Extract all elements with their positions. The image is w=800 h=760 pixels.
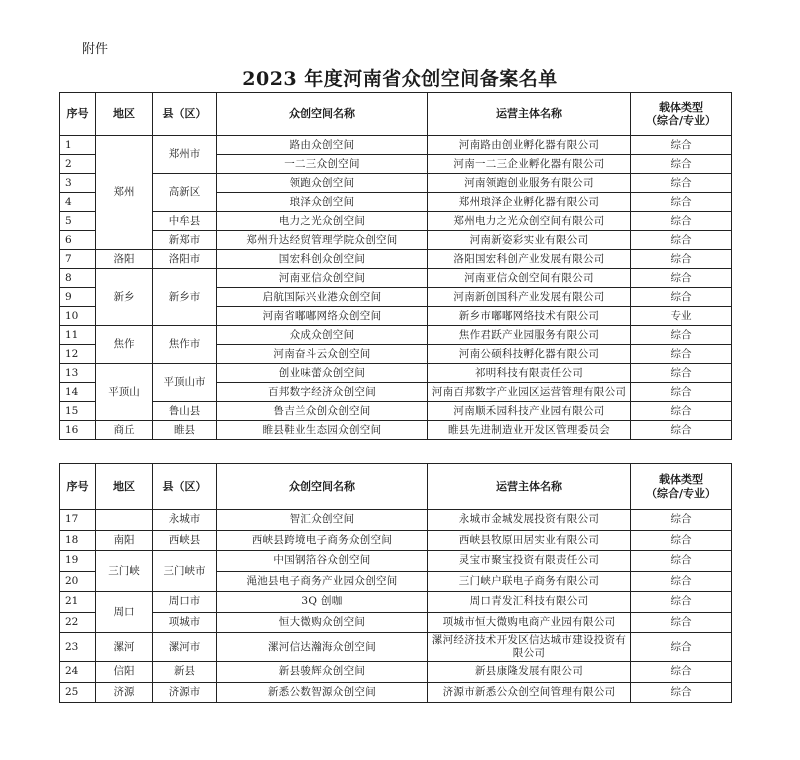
header-carrier-type-line2: （综合/专业） [645,114,717,127]
cell-seq: 18 [60,530,96,551]
cell-space-name: 西峡县跨境电子商务众创空间 [217,530,428,551]
registry-table-1 [59,92,732,440]
cell-space-name: 启航国际兴业港众创空间 [217,288,428,307]
cell-operator: 新乡市嘟嘟网络技术有限公司 [428,307,631,326]
cell-operator: 河南百邦数字产业园区运营管理有限公司 [428,383,631,402]
table-row [60,174,732,193]
cell-region: 商丘 [96,421,153,440]
cell-operator: 河南亚信众创空间有限公司 [428,269,631,288]
cell-operator: 西峡县牧原田居实业有限公司 [428,530,631,551]
cell-seq: 4 [60,193,96,212]
table-row [60,212,732,231]
cell-county: 济源市 [153,682,217,703]
cell-seq: 15 [60,402,96,421]
cell-seq: 14 [60,383,96,402]
cell-region: 周口 [96,592,153,633]
table-row [60,612,732,633]
cell-space-name: 新县骏辉众创空间 [217,662,428,683]
table-row [60,530,732,551]
cell-region: 南阳 [96,530,153,551]
cell-seq: 12 [60,345,96,364]
cell-operator: 漯河经济技术开发区信达城市建设投资有限公司 [428,633,631,662]
cell-county: 永城市 [153,510,217,531]
cell-operator: 周口青发汇科技有限公司 [428,592,631,613]
cell-space-name: 恒大微购众创空间 [217,612,428,633]
cell-seq: 23 [60,633,96,662]
cell-seq: 8 [60,269,96,288]
cell-operator: 河南路由创业孵化器有限公司 [428,136,631,155]
table-row [60,592,732,613]
cell-space-name: 百邦数字经济众创空间 [217,383,428,402]
cell-carrier-type: 综合 [631,510,732,531]
cell-carrier-type: 综合 [631,402,732,421]
cell-space-name: 路由众创空间 [217,136,428,155]
cell-space-name: 漯河信达瀚海众创空间 [217,633,428,662]
cell-carrier-type: 综合 [631,682,732,703]
table-row [60,421,732,440]
cell-operator: 睢县先进制造业开发区管理委员会 [428,421,631,440]
cell-operator: 河南公硕科技孵化器有限公司 [428,345,631,364]
cell-seq: 13 [60,364,96,383]
table-row [60,662,732,683]
table-row [60,551,732,572]
cell-county: 新郑市 [153,231,217,250]
cell-county: 郑州市 [153,136,217,174]
cell-region: 郑州 [96,136,153,250]
cell-carrier-type: 综合 [631,155,732,174]
cell-operator: 郑州电力之光众创空间有限公司 [428,212,631,231]
cell-operator: 河南领跑创业服务有限公司 [428,174,631,193]
cell-seq: 11 [60,326,96,345]
cell-seq: 22 [60,612,96,633]
cell-operator: 济源市新悉公众创空间管理有限公司 [428,682,631,703]
cell-region: 漯河 [96,633,153,662]
header-region: 地区 [96,93,153,136]
cell-carrier-type: 综合 [631,421,732,440]
table-row [60,633,732,662]
table-row [60,136,732,155]
cell-seq: 1 [60,136,96,155]
cell-county: 新乡市 [153,269,217,326]
cell-region: 济源 [96,682,153,703]
cell-seq: 3 [60,174,96,193]
cell-seq: 24 [60,662,96,683]
cell-seq: 10 [60,307,96,326]
cell-county: 周口市 [153,592,217,613]
cell-operator: 河南顺禾园科技产业园有限公司 [428,402,631,421]
table-row [60,402,732,421]
cell-operator: 祁明科技有限责任公司 [428,364,631,383]
cell-carrier-type: 综合 [631,345,732,364]
cell-seq: 21 [60,592,96,613]
cell-seq: 19 [60,551,96,572]
table-header-row [60,464,732,510]
cell-carrier-type: 综合 [631,326,732,345]
table-row [60,250,732,269]
cell-carrier-type: 综合 [631,288,732,307]
cell-seq: 17 [60,510,96,531]
cell-carrier-type: 综合 [631,662,732,683]
cell-seq: 5 [60,212,96,231]
cell-seq: 25 [60,682,96,703]
cell-carrier-type: 综合 [631,269,732,288]
cell-region: 焦作 [96,326,153,364]
cell-space-name: 河南奋斗云众创空间 [217,345,428,364]
table-row [60,326,732,345]
table-row [60,364,732,383]
header-carrier-type-line1: 载体类型 [659,100,703,114]
cell-carrier-type: 综合 [631,592,732,613]
cell-county: 项城市 [153,612,217,633]
header-carrier-type-line2: （综合/专业） [645,486,717,500]
cell-space-name: 智汇众创空间 [217,510,428,531]
cell-space-name: 新悉公数智源众创空间 [217,682,428,703]
cell-carrier-type: 综合 [631,193,732,212]
cell-operator: 焦作君跃产业园服务有限公司 [428,326,631,345]
header-region: 地区 [96,464,153,510]
cell-carrier-type: 综合 [631,612,732,633]
header-operator: 运营主体名称 [428,464,631,510]
cell-carrier-type: 综合 [631,250,732,269]
cell-operator: 河南一二三企业孵化器有限公司 [428,155,631,174]
cell-operator: 河南新创国科产业发展有限公司 [428,288,631,307]
cell-region: 洛阳 [96,250,153,269]
cell-operator: 洛阳国宏科创产业发展有限公司 [428,250,631,269]
cell-seq: 16 [60,421,96,440]
cell-space-name: 众成众创空间 [217,326,428,345]
cell-region: 平顶山 [96,364,153,421]
cell-region: 新乡 [96,269,153,326]
cell-operator: 项城市恒大微购电商产业园有限公司 [428,612,631,633]
cell-county: 焦作市 [153,326,217,364]
header-operator: 运营主体名称 [428,93,631,136]
cell-space-name: 琅泽众创空间 [217,193,428,212]
registry-table-2 [59,463,732,703]
cell-space-name: 渑池县电子商务产业园众创空间 [217,571,428,592]
cell-space-name: 领跑众创空间 [217,174,428,193]
cell-space-name: 睢县鞋业生态园众创空间 [217,421,428,440]
table-row [60,231,732,250]
cell-county: 新县 [153,662,217,683]
cell-carrier-type: 专业 [631,307,732,326]
cell-operator: 灵宝市聚宝投资有限责任公司 [428,551,631,572]
cell-county: 平顶山市 [153,364,217,402]
cell-region-empty [96,510,153,531]
cell-carrier-type: 综合 [631,633,732,662]
header-county: 县（区） [153,464,217,510]
document-title: 2023 年度河南省众创空间备案名单 [242,68,558,90]
header-space-name: 众创空间名称 [217,464,428,510]
header-carrier-type [631,93,732,136]
cell-seq: 6 [60,231,96,250]
cell-county: 中牟县 [153,212,217,231]
header-seq: 序号 [60,464,96,510]
cell-carrier-type: 综合 [631,364,732,383]
cell-carrier-type: 综合 [631,530,732,551]
cell-seq: 9 [60,288,96,307]
cell-county: 漯河市 [153,633,217,662]
cell-operator: 新县康隆发展有限公司 [428,662,631,683]
cell-carrier-type: 综合 [631,174,732,193]
header-space-name: 众创空间名称 [217,93,428,136]
cell-space-name: 鲁吉兰众创众创空间 [217,402,428,421]
attachment-label: 附件 [82,42,109,57]
header-county: 县（区） [153,93,217,136]
cell-carrier-type: 综合 [631,212,732,231]
cell-carrier-type: 综合 [631,231,732,250]
cell-operator: 河南新姿彩实业有限公司 [428,231,631,250]
table-header-row [60,93,732,136]
cell-carrier-type: 综合 [631,136,732,155]
cell-county: 睢县 [153,421,217,440]
cell-carrier-type: 综合 [631,383,732,402]
header-seq: 序号 [60,93,96,136]
cell-carrier-type: 综合 [631,551,732,572]
header-carrier-type [631,464,732,510]
cell-space-name: 河南亚信众创空间 [217,269,428,288]
cell-space-name: 电力之光众创空间 [217,212,428,231]
table-row [60,682,732,703]
cell-county: 高新区 [153,174,217,212]
cell-space-name: 创业味蕾众创空间 [217,364,428,383]
cell-seq: 20 [60,571,96,592]
cell-operator: 三门峡户联电子商务有限公司 [428,571,631,592]
cell-seq: 2 [60,155,96,174]
cell-county: 三门峡市 [153,551,217,592]
table-row [60,510,732,531]
cell-space-name: 3Q 创咖 [217,592,428,613]
cell-space-name: 国宏科创众创空间 [217,250,428,269]
table-row [60,269,732,288]
cell-carrier-type: 综合 [631,571,732,592]
cell-space-name: 郑州升达经贸管理学院众创空间 [217,231,428,250]
cell-space-name: 河南省嘟嘟网络众创空间 [217,307,428,326]
cell-county: 鲁山县 [153,402,217,421]
cell-space-name: 一二三众创空间 [217,155,428,174]
cell-operator: 永城市金城发展投资有限公司 [428,510,631,531]
cell-space-name: 中国钢箔谷众创空间 [217,551,428,572]
cell-region: 信阳 [96,662,153,683]
header-carrier-type-line1: 载体类型 [659,473,703,487]
cell-region: 三门峡 [96,551,153,592]
cell-county: 洛阳市 [153,250,217,269]
cell-seq: 7 [60,250,96,269]
cell-county: 西峡县 [153,530,217,551]
cell-operator: 郑州琅泽企业孵化器有限公司 [428,193,631,212]
